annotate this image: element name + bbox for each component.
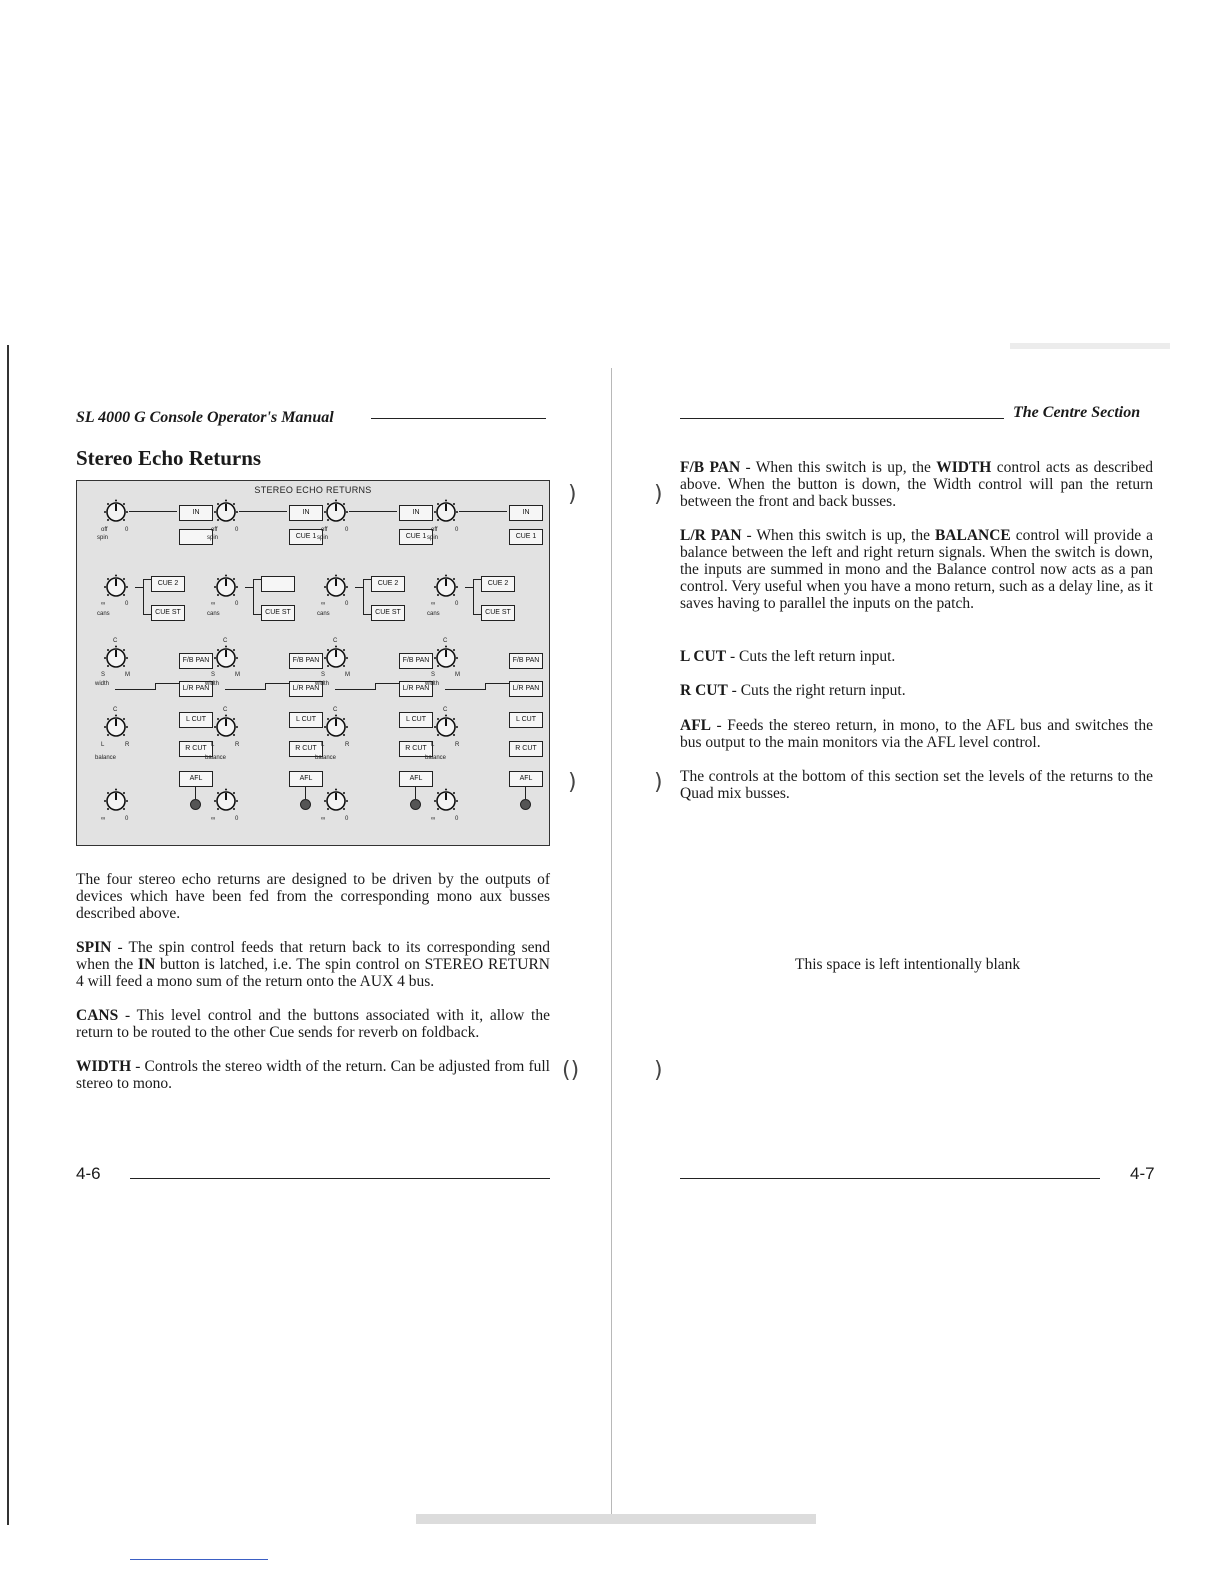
width-pan-link	[115, 689, 155, 690]
cans-label: cans	[97, 611, 110, 617]
right-label: R	[345, 742, 350, 748]
centre-label: C	[223, 638, 228, 644]
afl-led-stem	[415, 787, 416, 799]
cans-cue-link	[245, 587, 253, 588]
afl-led-icon	[190, 799, 201, 810]
l-cut-button: L CUT	[289, 712, 323, 728]
width-knob-icon	[103, 645, 129, 671]
fb-pan-term: F/B PAN	[680, 459, 741, 476]
left-footer-rule	[130, 1178, 550, 1179]
left-label: L	[101, 742, 105, 748]
level-knob-icon	[103, 788, 129, 814]
left-label: L	[211, 742, 215, 748]
zero-label: 0	[235, 816, 239, 822]
afl-led-stem	[525, 787, 526, 799]
cue-st-button: CUE ST	[261, 605, 295, 621]
centre-label: C	[333, 638, 338, 644]
cue1-button: CUE 1	[509, 529, 543, 545]
width-label: width	[205, 681, 220, 687]
binding-ring-mark: )	[654, 482, 663, 507]
cue-st-button: CUE ST	[371, 605, 405, 621]
cans-knob-icon	[323, 574, 349, 600]
width-pan-link	[335, 689, 375, 690]
spin-knob-icon	[103, 499, 129, 525]
cue-st-button: CUE ST	[481, 605, 515, 621]
lr-pan-button: L/R PAN	[399, 681, 433, 697]
binding-ring-mark: )	[568, 482, 577, 507]
right-label: R	[455, 742, 460, 748]
off-label: off	[431, 527, 438, 533]
bottom-blue-line	[130, 1559, 268, 1560]
spin-term: SPIN	[76, 939, 112, 956]
lr-pan-button: L/R PAN	[289, 681, 323, 697]
lr-pan-paragraph	[680, 527, 1153, 612]
cans-cue-link	[465, 587, 473, 588]
r-cut-button: R CUT	[289, 741, 323, 757]
stereo-label: S	[431, 672, 436, 678]
stereo-label: S	[321, 672, 326, 678]
centre-label: C	[443, 707, 448, 713]
spin-label: spin	[97, 535, 109, 541]
afl-paragraph	[680, 717, 1153, 751]
spin-in-term: IN	[138, 956, 156, 973]
mono-label: M	[455, 672, 460, 678]
mono-label: M	[235, 672, 240, 678]
spin-in-link	[129, 511, 177, 512]
width-knob-icon	[323, 645, 349, 671]
lr-pan-link	[375, 683, 400, 690]
afl-led-icon	[520, 799, 531, 810]
spin-label: spin	[427, 535, 439, 541]
width-pan-link	[445, 689, 485, 690]
left-page-number: 4-6	[76, 1164, 101, 1183]
afl-text: - Feeds the stereo return, in mono, to the AFL bus and switches the bus output to the main monitors via the AFL level control.	[680, 717, 1153, 751]
zero-label: 0	[235, 601, 239, 607]
afl-led-icon	[300, 799, 311, 810]
fb-pan-button: F/B PAN	[399, 653, 433, 669]
zero-label: 0	[345, 816, 349, 822]
zero-label: 0	[345, 601, 349, 607]
mono-label: M	[125, 672, 130, 678]
binding-ring-mark: ()	[562, 1058, 580, 1083]
stereo-label: S	[211, 672, 216, 678]
spin-knob-icon	[433, 499, 459, 525]
cue1-button: CUE 1	[399, 529, 433, 545]
cans-knob-icon	[103, 574, 129, 600]
echo-return-strip	[311, 481, 429, 846]
lr-pan-text-1: - When this switch is up, the	[741, 527, 935, 544]
fb-pan-button: F/B PAN	[289, 653, 323, 669]
cans-knob-icon	[433, 574, 459, 600]
in-button: IN	[399, 505, 433, 521]
lr-pan-button: L/R PAN	[509, 681, 543, 697]
controls-note-paragraph: The controls at the bottom of this section set the levels of the returns to the Quad mix busses.	[680, 768, 1153, 802]
spin-label: spin	[317, 535, 329, 541]
cans-term: CANS	[76, 1007, 119, 1024]
centre-label: C	[443, 638, 448, 644]
r-cut-button: R CUT	[179, 741, 213, 757]
zero-label: 0	[455, 816, 459, 822]
cans-paragraph	[76, 1007, 550, 1041]
spin-knob-icon	[323, 499, 349, 525]
zero-label: 0	[235, 527, 239, 533]
left-label: L	[431, 742, 435, 748]
lr-pan-text-2: control will provide a balance between the left and right return signals. When the switch is down, the inputs are summed in mono and the Balance control now acts as a pan control. Very useful when you have a mono return, such as a delay line, as it saves having to parallel the inputs on the patch.	[680, 527, 1153, 612]
left-running-header: SL 4000 G Console Operator's Manual	[76, 409, 334, 426]
r-cut-button: R CUT	[509, 741, 543, 757]
cans-cue-link	[135, 587, 143, 588]
level-knob-icon	[323, 788, 349, 814]
cans-label: cans	[207, 611, 220, 617]
spin-text-2: button is latched, i.e. The spin control on STEREO RETURN 4 will feed a mono sum of the return onto the AUX 4 bus.	[76, 956, 550, 990]
cue2-button: CUE 2	[481, 576, 515, 592]
spin-in-link	[459, 511, 507, 512]
l-cut-button: L CUT	[399, 712, 433, 728]
blank-note: This space is left intentionally blank	[795, 956, 1021, 973]
stereo-label: S	[101, 672, 106, 678]
width-label: width	[95, 681, 110, 687]
afl-button: AFL	[179, 771, 213, 787]
centre-label: C	[113, 707, 118, 713]
cue1-button: CUE 1	[289, 529, 323, 545]
l-cut-button: L CUT	[179, 712, 213, 728]
balance-knob-icon	[433, 714, 459, 740]
inf-label: ∞	[431, 601, 436, 607]
inf-label: ∞	[321, 601, 326, 607]
width-text: - Controls the stereo width of the return. Can be adjusted from full stereo to mono.	[76, 1058, 550, 1092]
left-edge-mark	[7, 345, 9, 1525]
right-header-rule	[680, 418, 1004, 419]
fb-pan-button: F/B PAN	[509, 653, 543, 669]
left-label: L	[321, 742, 325, 748]
inf-label: ∞	[101, 601, 106, 607]
echo-return-strip	[91, 481, 209, 846]
page-gutter	[611, 368, 612, 1516]
fb-pan-button: F/B PAN	[179, 653, 213, 669]
scan-shadow-bottom	[416, 1514, 816, 1524]
binding-ring-mark: )	[654, 770, 663, 795]
r-cut-paragraph	[680, 682, 1153, 699]
cue2-button: CUE 2	[151, 576, 185, 592]
lr-pan-button: L/R PAN	[179, 681, 213, 697]
figure-title: STEREO ECHO RETURNS	[254, 485, 372, 495]
balance-label: balance	[95, 755, 117, 761]
inf-label: ∞	[211, 816, 216, 822]
balance-label: balance	[425, 755, 447, 761]
width-label: width	[315, 681, 330, 687]
fb-pan-paragraph	[680, 459, 1153, 510]
zero-label: 0	[125, 816, 129, 822]
in-button: IN	[179, 505, 213, 521]
lr-pan-term: L/R PAN	[680, 527, 742, 544]
lr-pan-link	[485, 683, 510, 690]
width-knob-icon	[433, 645, 459, 671]
width-knob-icon	[213, 645, 239, 671]
r-cut-text: - Cuts the right return input.	[727, 682, 906, 699]
right-label: R	[235, 742, 240, 748]
afl-button: AFL	[399, 771, 433, 787]
zero-label: 0	[345, 527, 349, 533]
l-cut-text: - Cuts the left return input.	[726, 648, 896, 665]
spin-in-link	[349, 511, 397, 512]
lr-pan-balance-term: BALANCE	[934, 527, 1011, 544]
off-label: off	[101, 527, 108, 533]
centre-label: C	[113, 638, 118, 644]
balance-label: balance	[315, 755, 337, 761]
r-cut-button: R CUT	[399, 741, 433, 757]
inf-label: ∞	[211, 601, 216, 607]
spin-in-link	[239, 511, 287, 512]
inf-label: ∞	[321, 816, 326, 822]
cans-knob-icon	[213, 574, 239, 600]
cue2-button: CUE 2	[371, 576, 405, 592]
l-cut-term: L CUT	[680, 648, 727, 665]
level-knob-icon	[433, 788, 459, 814]
lr-pan-link	[155, 683, 180, 690]
afl-button: AFL	[509, 771, 543, 787]
l-cut-button: L CUT	[509, 712, 543, 728]
balance-knob-icon	[213, 714, 239, 740]
width-label: width	[425, 681, 440, 687]
binding-ring-mark: )	[654, 1058, 663, 1083]
balance-knob-icon	[103, 714, 129, 740]
cans-label: cans	[427, 611, 440, 617]
fb-pan-text-2: control acts as described above. When the button is down, the Width control will pan the return between the front and back busses.	[680, 459, 1153, 510]
zero-label: 0	[125, 527, 129, 533]
afl-led-stem	[305, 787, 306, 799]
fb-pan-text-1: - When this switch is up, the	[740, 459, 937, 476]
level-knob-icon	[213, 788, 239, 814]
spin-paragraph	[76, 939, 550, 990]
fb-pan-width-term: WIDTH	[936, 459, 992, 476]
zero-label: 0	[455, 601, 459, 607]
spin-knob-icon	[213, 499, 239, 525]
width-pan-link	[225, 689, 265, 690]
cans-text: - This level control and the buttons associated with it, allow the return to be routed to the other Cue sends for reverb on foldback.	[76, 1007, 550, 1041]
zero-label: 0	[125, 601, 129, 607]
inf-label: ∞	[431, 816, 436, 822]
lr-pan-link	[265, 683, 290, 690]
in-button: IN	[509, 505, 543, 521]
centre-label: C	[333, 707, 338, 713]
right-footer-rule	[680, 1178, 1100, 1179]
right-page-number: 4-7	[1130, 1164, 1155, 1183]
r-cut-term: R CUT	[680, 682, 728, 699]
afl-led-stem	[195, 787, 196, 799]
spin-text-1: - The spin control feeds that return back to its corresponding send when the	[76, 939, 550, 973]
cans-label: cans	[317, 611, 330, 617]
afl-button: AFL	[289, 771, 323, 787]
left-header-rule	[371, 418, 546, 419]
in-button: IN	[289, 505, 323, 521]
off-label: off	[211, 527, 218, 533]
intro-paragraph: The four stereo echo returns are designed to be driven by the outputs of devices which have been fed from the corresponding mono aux busses described above.	[76, 871, 550, 922]
stereo-echo-returns-figure	[76, 480, 550, 846]
section-title: Stereo Echo Returns	[76, 446, 262, 470]
off-label: off	[321, 527, 328, 533]
zero-label: 0	[455, 527, 459, 533]
width-term: WIDTH	[76, 1058, 132, 1075]
width-paragraph	[76, 1058, 550, 1092]
centre-label: C	[223, 707, 228, 713]
afl-term: AFL	[680, 717, 711, 734]
balance-knob-icon	[323, 714, 349, 740]
echo-return-strip	[421, 481, 539, 846]
right-label: R	[125, 742, 130, 748]
l-cut-paragraph	[680, 648, 1153, 665]
spin-label: spin	[207, 535, 219, 541]
scan-shadow-top	[1010, 343, 1170, 349]
cue-st-button: CUE ST	[151, 605, 185, 621]
cans-cue-link	[355, 587, 363, 588]
balance-label: balance	[205, 755, 227, 761]
binding-ring-mark: )	[568, 770, 577, 795]
mono-label: M	[345, 672, 350, 678]
afl-led-icon	[410, 799, 421, 810]
echo-return-strip	[201, 481, 319, 846]
cue2-button	[261, 576, 295, 592]
right-running-header: The Centre Section	[1013, 404, 1141, 421]
inf-label: ∞	[101, 816, 106, 822]
